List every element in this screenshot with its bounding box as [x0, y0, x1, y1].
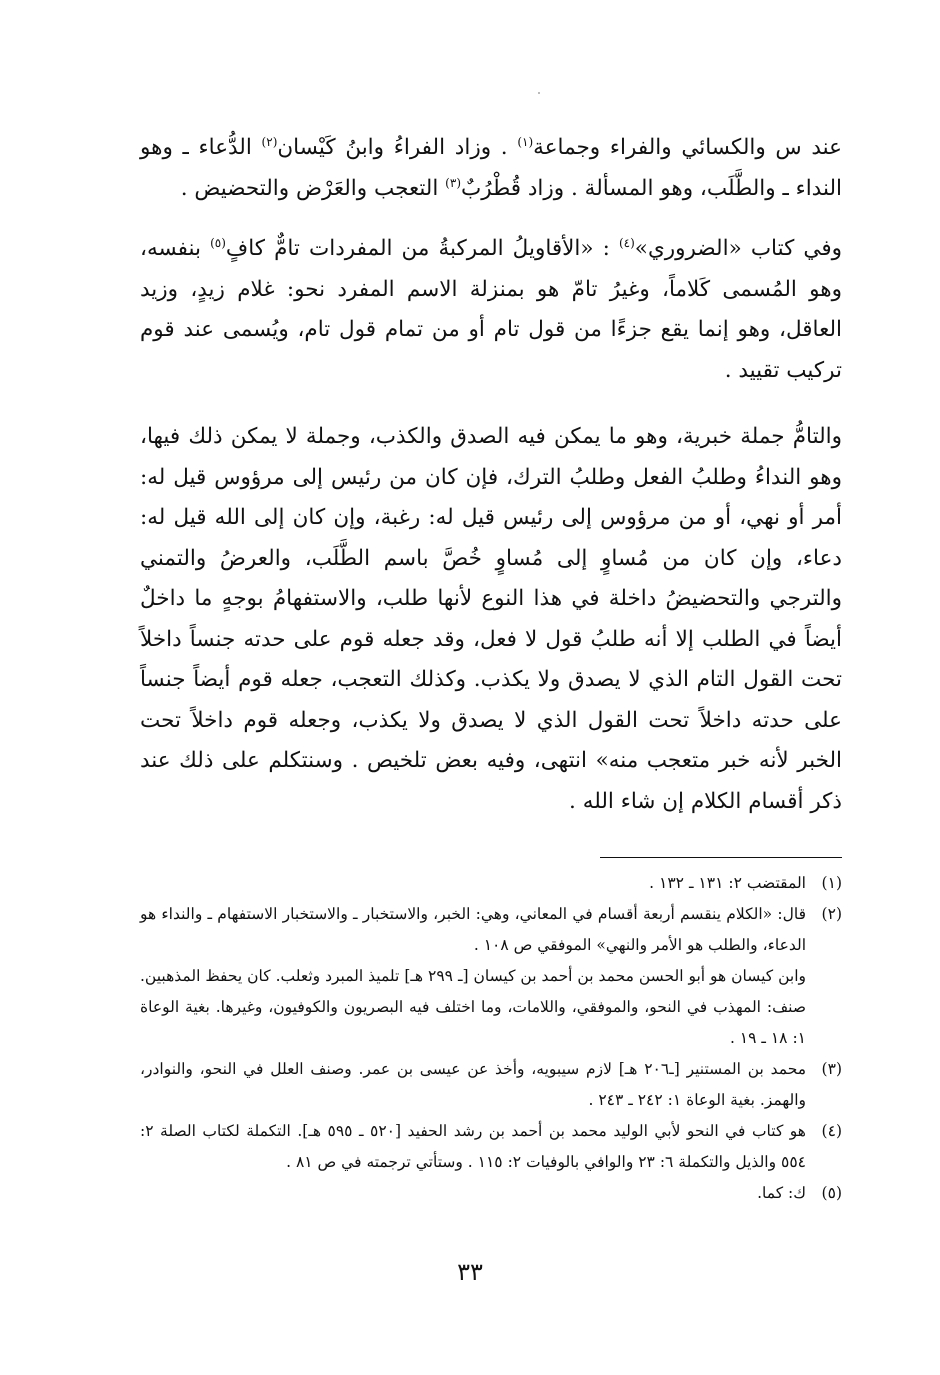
paragraph-2	[140, 229, 842, 391]
footnote-5	[140, 1178, 842, 1209]
paragraph-1	[140, 128, 842, 209]
footnote-text: محمد بن المستنير [ـ٢٠٦ هـ] لازم سيبويه، وأخذ عن عيسى بن عمر. وصنف العلل في النحو، والنوادر، والهمز. بغية الوعاة ١: ٢٤٢ ـ ٢٤٣ .	[140, 1060, 806, 1109]
footnote-number: (٥)	[821, 1184, 842, 1202]
footnote-text: المقتضب ٢: ١٣١ ـ ١٣٢ .	[649, 874, 806, 892]
footnote-number: (٣)	[821, 1060, 842, 1078]
footnote-text: هو كتاب في النحو لأبي الوليد محمد بن أحمد بن رشد الحفيد [٥٢٠ ـ ٥٩٥ هـ]. التكملة لكتاب الصلة ٢: ٥٥٤ والذيل والتكملة ٦: ٢٣ والوافي بالوفيات ٢: ١١٥ . وستأتي ترجمته في ص ٨١ .	[140, 1122, 806, 1171]
footnote-text: قال: «الكلام ينقسم أربعة أقسام في المعاني، وهي: الخبر، والاستخبار ـ والاستخبار الاستفهام ـ والنداء هو الدعاء، والطلب هو الأمر والنهي» الموفقي ص ١٠٨ .	[140, 905, 806, 954]
footnote-ref-4[interactable]: (٤)	[618, 235, 635, 250]
footnote-2-continued	[140, 961, 842, 1054]
text-run: التعجب والعَرْض والتحضيض .	[180, 175, 446, 201]
footnote-divider	[600, 857, 842, 858]
footnote-text: ك: كما.	[757, 1184, 806, 1202]
text-run: . وزاد الفراءُ وابنُ كَيْسان	[277, 135, 518, 160]
footnote-text: وابن كيسان هو أبو الحسن محمد بن أحمد بن كيسان [ـ ٢٩٩ هـ] تلميذ المبرد وثعلب. كان يحفظ المذهبين. صنف: المهذب في النحو، والموفقي، واللامات، وما اختلف فيه البصريون والكوفيون، وغيرها. بغية الوعاة ١: ١٨ ـ ١٩ .	[140, 967, 806, 1047]
main-text	[140, 128, 842, 822]
footnote-ref-2[interactable]: (٢)	[261, 134, 278, 149]
page-number: ٣٣	[457, 1258, 483, 1286]
footnote-3	[140, 1054, 842, 1116]
footnote-ref-5[interactable]: (٥)	[210, 235, 226, 250]
paragraph-3: والتامُّ جملة خبرية، وهو ما يمكن فيه الصدق والكذب، وجملة لا يمكن ذلك فيها، وهو النداءُ وطلبُ الفعل وطلبُ الترك، فإن كان من رئيس إلى مرؤوس قيل له: أمر أو نهي، أو من مرؤوس إلى رئيس قيل له: رغبة، وإن كان إلى الله قيل له: دعاء، وإن كان من مُساوٍ إلى مُساوٍ خُصَّ باسم الطَّلَب، والعرضُ والتمني والترجي والتحضيضُ داخلة في هذا النوع لأنها طلب، والاستفهامُ بوجهٍ ما داخلٌ أيضاً في الطلب إلا أنه طلبُ قول لا فعل، وقد جعله قوم على حدته جنساً داخلاً تحت القول التام الذي لا يصدق ولا يكذب. وكذلك التعجب، جعله قوم أيضاً جنساً على حدته داخلاً تحت القول الذي لا يصدق ولا يكذب، وجعله قوم داخلاً تحت الخبر لأنه خبر متعجب منه» انتهى، وفيه بعض تلخيص . وسنتكلم على ذلك عند ذكر أقسام الكلام إن شاء الله .	[140, 424, 842, 814]
text-run: وفي كتاب «الضروري»	[634, 236, 842, 261]
footnote-ref-3[interactable]: (٣)	[445, 175, 461, 190]
text-run: عند س والكسائي والفراء وجماعة	[533, 135, 842, 160]
footnote-number: (١)	[821, 874, 842, 892]
text-run: بنفسه، وهو المُسمى كَلاماً، وغيرُ تامّ هو بمنزلة الاسم المفرد نحو: غلام زيدٍ، وزيد العاقل، وهو إنما يقع جزءًا من قول تام أو من تمام قول تام، ويُسمى عند قوم تركيب تقييد .	[140, 236, 842, 383]
footnote-number: (٤)	[821, 1122, 842, 1140]
text-run: : «الأقاويلُ المركبةُ من المفردات تامٌّ كافٍ	[225, 236, 619, 261]
footnote-1	[140, 868, 842, 899]
footnote-2	[140, 899, 842, 961]
footnote-number	[806, 961, 842, 1054]
footnote-number: (٢)	[821, 905, 842, 923]
footnote-ref-1[interactable]: (١)	[517, 134, 534, 149]
scan-speck	[538, 92, 540, 94]
footnotes	[140, 868, 842, 1209]
text-run: الدُّعاء ـ وهو النداء ـ والطَّلَب، وهو المسألة . وزاد قُطْرُبٌ	[140, 135, 842, 201]
footnote-4	[140, 1116, 842, 1178]
